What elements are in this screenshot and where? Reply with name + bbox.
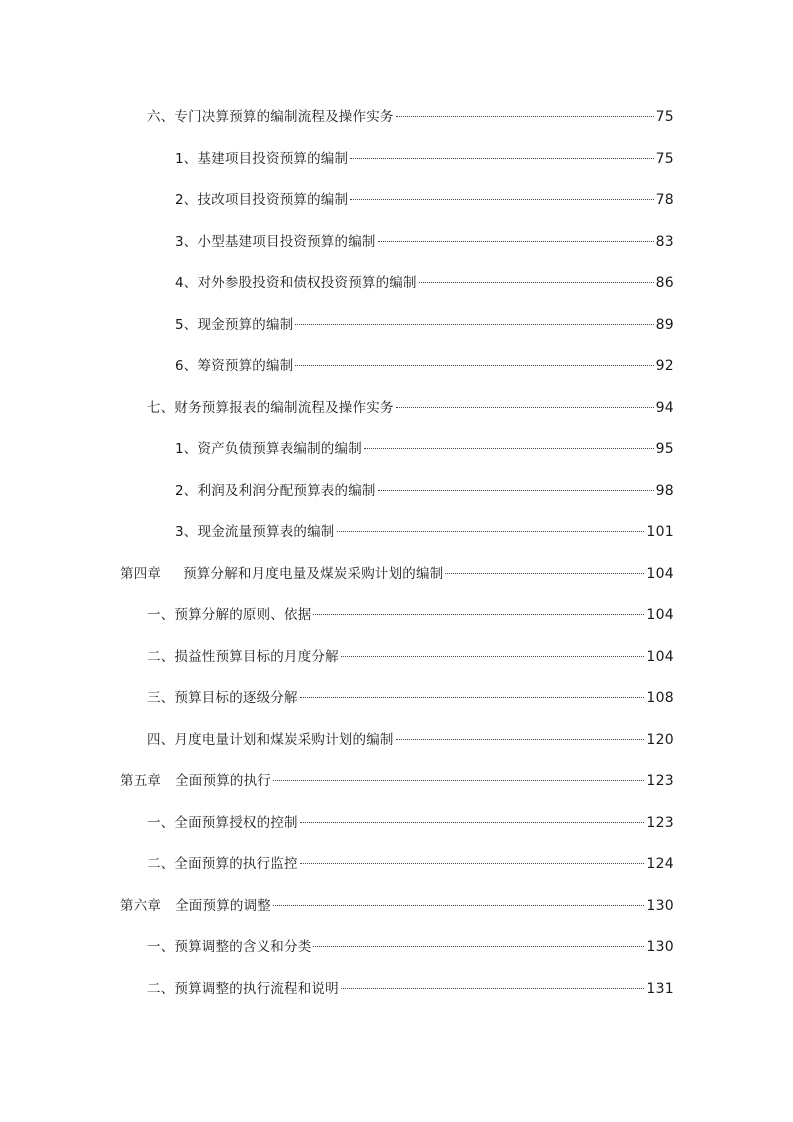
toc-entry-page: 104 [646,566,674,582]
dot-leader [378,241,654,242]
toc-entry-title: 六、专门决算预算的编制流程及操作实务 [147,109,394,125]
toc-entry-title: 1、资产负债预算表编制的编制 [175,441,362,457]
toc-entry-title: 一、预算调整的含义和分类 [147,939,312,955]
chapter-title: 全面预算的调整 [175,898,272,914]
toc-entry-page: 130 [646,898,674,914]
dot-leader [341,656,645,657]
chapter-title: 全面预算的执行 [175,773,272,789]
toc-entry-title: 4、对外参股投资和债权投资预算的编制 [175,275,417,291]
toc-entry-page: 83 [655,234,674,250]
toc-entry[interactable] [175,232,674,252]
toc-entry-title: 6、筹资预算的编制 [175,358,294,374]
toc-entry[interactable] [175,315,674,335]
toc-entry-title: 1、基建项目投资预算的编制 [175,151,349,167]
toc-entry[interactable] [175,190,674,210]
dot-leader [396,407,654,408]
dot-leader [313,614,644,615]
dot-leader [337,531,645,532]
toc-entry[interactable] [147,647,674,667]
toc-entry-page: 92 [655,358,674,374]
dot-leader [341,988,645,989]
dot-leader [295,365,653,366]
toc-entry-title: 三、预算目标的逐级分解 [147,690,298,706]
toc-entry-page: 123 [646,773,674,789]
dot-leader [300,863,645,864]
toc-entry-page: 94 [655,400,674,416]
toc-entry-title: 二、损益性预算目标的月度分解 [147,649,339,665]
dot-leader [396,116,654,117]
dot-leader [300,822,645,823]
toc-entry-title: 二、预算调整的执行流程和说明 [147,981,339,997]
toc-entry[interactable] [147,688,674,708]
dot-leader [419,282,654,283]
chapter-title: 预算分解和月度电量及煤炭采购计划的编制 [183,566,444,582]
toc-entry-title: 2、技改项目投资预算的编制 [175,192,349,208]
toc-entry[interactable] [175,149,674,169]
toc-entry-page: 130 [646,939,674,955]
toc-entry[interactable] [147,854,674,874]
toc-entry-title [120,564,443,584]
toc-entry[interactable] [175,481,674,501]
toc-entry-page: 75 [655,109,674,125]
toc-entry-title [120,896,271,916]
toc-entry-title: 七、财务预算报表的编制流程及操作实务 [147,400,394,416]
toc-entry-title: 二、全面预算的执行监控 [147,856,298,872]
toc-entry[interactable] [175,522,674,542]
toc-entry-page: 78 [655,192,674,208]
toc-entry[interactable] [147,813,674,833]
toc-entry[interactable] [175,356,674,376]
toc-entry-title: 2、利润及利润分配预算表的编制 [175,483,376,499]
toc-entry[interactable] [147,398,674,418]
toc-entry-title: 3、现金流量预算表的编制 [175,524,335,540]
toc-entry[interactable] [175,439,674,459]
dot-leader [300,697,645,698]
dot-leader [350,199,653,200]
toc-entry-title: 一、预算分解的原则、依据 [147,607,312,623]
chapter-number: 第六章 [120,898,162,914]
dot-leader [313,946,644,947]
dot-leader [364,448,654,449]
toc-entry-page: 124 [646,856,674,872]
toc-entry[interactable] [147,605,674,625]
toc-chapter-entry[interactable] [120,564,674,584]
toc-entry-page: 75 [655,151,674,167]
dot-leader [378,490,654,491]
toc-entry-title: 一、全面预算授权的控制 [147,815,298,831]
toc-entry-page: 89 [655,317,674,333]
dot-leader [273,780,644,781]
chapter-number: 第五章 [120,773,162,789]
toc-entry-page: 95 [655,441,674,457]
dot-leader [445,573,644,574]
toc-chapter-entry[interactable] [120,896,674,916]
toc-entry-page: 120 [646,732,674,748]
toc-entry-title: 四、月度电量计划和煤炭采购计划的编制 [147,732,394,748]
toc-entry-title [120,771,271,791]
dot-leader [273,905,644,906]
toc-entry-page: 104 [646,649,674,665]
toc-entry[interactable] [147,730,674,750]
toc-entry-page: 86 [655,275,674,291]
chapter-number: 第四章 [120,566,162,582]
toc-entry[interactable] [175,273,674,293]
toc-entry-title: 3、小型基建项目投资预算的编制 [175,234,376,250]
toc-entry-page: 123 [646,815,674,831]
toc-entry-page: 98 [655,483,674,499]
toc-entry[interactable] [147,979,674,999]
toc-entry-page: 131 [646,981,674,997]
toc-entry-page: 108 [646,690,674,706]
dot-leader [396,739,645,740]
toc-chapter-entry[interactable] [120,771,674,791]
dot-leader [350,158,653,159]
toc-entry-page: 104 [646,607,674,623]
dot-leader [295,324,653,325]
toc-entry[interactable] [147,107,674,127]
toc-entry[interactable] [147,937,674,957]
toc-entry-title: 5、现金预算的编制 [175,317,294,333]
toc-entry-page: 101 [646,524,674,540]
